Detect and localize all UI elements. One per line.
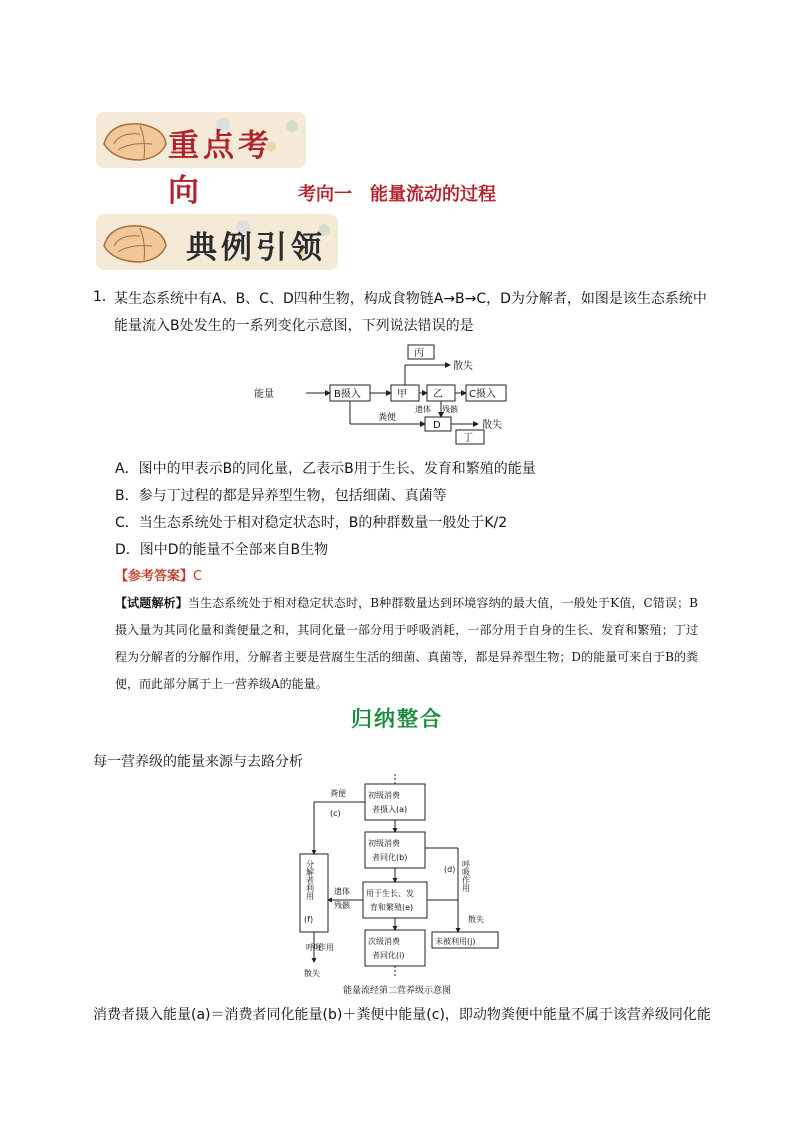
banner-key-direction — [96, 112, 306, 209]
box-intake-line1: 初级消费 — [368, 791, 400, 800]
label-resp-vertical: 呼吸作用 — [461, 860, 471, 892]
banner-title: 重点考向 — [168, 128, 273, 209]
label-lost-right: 散失 — [468, 915, 484, 924]
reference-answer — [115, 565, 202, 584]
label-sanshi: 散失 — [453, 361, 473, 372]
summary-title: 归纳整合 — [351, 706, 443, 731]
box-assim-line1: 初级消费 — [368, 839, 400, 848]
intro-text: 每一营养级的能量来源与去路分析 — [93, 754, 303, 770]
label-decomposer: 分解者利用 — [305, 860, 315, 900]
label-residue: 残骸 — [334, 901, 350, 910]
label-d: (d) — [444, 865, 456, 874]
label-f: (f) — [304, 915, 314, 924]
energy-flow-diagram-b — [250, 335, 540, 447]
box-jia: 甲 — [397, 389, 407, 400]
analysis — [115, 590, 698, 698]
question-text: 某生态系统中有A、B、C、D四种生物，构成食物链A→B→C，D为分解者，如图是该生态系统中能量流入B处发生的一系列变化示意图，下列说法错误的是 — [114, 291, 707, 334]
box-second-line2: 者同化(i) — [372, 951, 405, 960]
option-a: A．图中的甲表示B的同化量，乙表示B用于生长、发育和繁殖的能量 — [115, 461, 536, 477]
banner-example — [96, 214, 338, 270]
label-energy: 能量 — [254, 389, 274, 400]
box-second-line1: 次级消费 — [368, 937, 400, 946]
box-b-intake: B摄入 — [334, 389, 361, 400]
label-remains: 遗体 — [415, 405, 431, 414]
box-assim-line2: 者同化(b) — [372, 853, 408, 862]
option-b: B．参与丁过程的都是异养型生物，包括细菌、真菌等 — [115, 488, 447, 504]
label-feces: 粪便 — [378, 413, 397, 423]
shell-icon — [100, 114, 170, 166]
box-bing: 丙 — [414, 348, 424, 359]
box-ding: 丁 — [463, 433, 473, 444]
answer-label: 【参考答案】 — [115, 569, 194, 584]
bottom-text: 消费者摄入能量(a)＝消费者同化能量(b)＋粪便中能量(c)，即动物粪便中能量不属于该营养级同化能 — [93, 1007, 711, 1023]
option-d: D．图中D的能量不全部来自B生物 — [115, 542, 329, 558]
label-resp2: 作用 — [318, 943, 334, 952]
label-lost-left: 散失 — [304, 969, 320, 978]
label-remains: 遗体 — [334, 887, 350, 896]
label-residue: 残骸 — [442, 405, 458, 414]
shell-icon — [100, 216, 170, 268]
banner-title: 典例引领 — [186, 230, 326, 266]
option-c: C．当生态系统处于相对稳定状态时，B的种群数量一般处于K/2 — [115, 515, 508, 531]
box-unused: 未被利用(j) — [435, 937, 476, 946]
box-intake-line2: 者摄入(a) — [372, 805, 408, 814]
label-sanshi-2: 散失 — [482, 420, 502, 431]
label-c: (c) — [330, 809, 341, 818]
question-number: 1． — [93, 289, 116, 305]
second-trophic-level-diagram — [290, 772, 510, 982]
label-feces: 粪便 — [330, 789, 346, 798]
analysis-label: 【试题解析】 — [115, 596, 188, 610]
diagram-caption: 能量流经第二营养级示意图 — [342, 986, 451, 996]
section-title: 考向一 能量流动的过程 — [298, 184, 496, 205]
label-resp1: 呼吸 — [306, 943, 322, 952]
answer-value: C — [193, 569, 203, 584]
box-yi: 乙 — [433, 389, 443, 400]
box-growth-line2: 育和繁殖(e) — [370, 903, 414, 912]
box-d: D — [433, 420, 441, 431]
box-growth-line1: 用于生长、发 — [366, 889, 414, 898]
analysis-text: 当生态系统处于相对稳定状态时，B种群数量达到环境容纳的最大值，一般处于K值，C错误；B摄入量为其同化量和粪便量之和，其同化量一部分用于呼吸消耗，一部分用于自身的生长、发育和繁殖；丁过程为分解者的分解作用，分解者主要是营腐生生活的细菌、真菌等，都是异养型生物；D的能量可来自于B的粪便，而此部分属于上一营养级A的能量。 — [115, 596, 698, 691]
box-c-intake: C摄入 — [469, 389, 496, 400]
